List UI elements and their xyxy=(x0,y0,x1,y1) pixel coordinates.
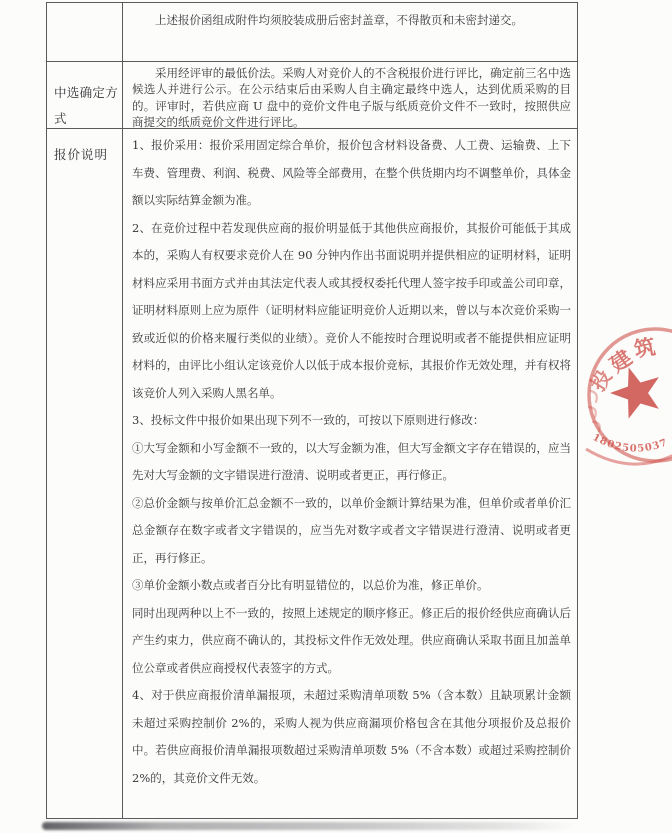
quote-para-3-item-2: ②总价金额与按单价汇总金额不一致的，以单价金额计算结果为准，但单价或者单价汇总金额存在数字或者文字错误的，应当先对数字或者文字错误进行澄清、说明或者更正，再行修正。 xyxy=(132,495,571,565)
row-label-selection-method: 中选确定方式 xyxy=(47,62,123,128)
bidding-terms-table xyxy=(46,2,578,819)
selection-method-cell xyxy=(123,62,577,128)
seal-arc-char-3: 筑 xyxy=(632,333,658,362)
row-label-quotation-notes: 报价说明 xyxy=(47,129,123,818)
company-seal-stamp xyxy=(580,315,672,475)
quotation-notes-cell xyxy=(123,129,577,818)
table-row-binding-requirement xyxy=(47,3,577,62)
binding-requirement-cell xyxy=(123,3,577,61)
quote-para-3: 3、投标文件中报价如果出现下列不一致的，可按以下原则进行修改： xyxy=(132,413,485,427)
quote-para-1: 1、报价采用：报价采用固定综合单价，报价包含材料设备费、人工费、运输费、上下车费、管理费、利润、税费、风险等全部费用，在整个供货期内均不调整单价，具体金额以实际结算金额为准。 xyxy=(132,138,571,207)
quote-para-3-item-1: ①大写金额和小写金额不一致的，以大写金额为准，但大写金额文字存在错误的，应当先对大写金额的文字错误进行澄清、说明或者更正，再行修正。 xyxy=(132,440,571,482)
quote-para-4: 4、对于供应商报价清单漏报项，未超过采购清单项数 5%（含本数）且缺项累计金额未超过采购控制价 2%的，采购人视为供应商漏项价格包含在其他分项报价及总报价中。若供应商报价清单漏报项数超过采购清单项数 5%（不含本数）或超过采购控制价 2%的，其竞价文件无效。 xyxy=(132,688,571,785)
quote-para-2: 2、在竞价过程中若发现供应商的报价明显低于其他供应商报价，其报价可能低于其成本的，采购人有权要求竞价人在 90 分钟内作出书面说明并提供相应的证明材料，证明材料应采用书面方式并由其法定代表人或其授权委托代理人签字按手印或盖公司印章，证明材料原则上应为原件（证明材料应能证明竞价人近期以来，曾以与本次竞价采购一致或近似的价格来履行类似的业绩）。竞价人不能按时合理说明或者不能提供相应证明材料的，由评比小组认定该竞价人以低于成本报价竞标，其报价作无效处理，并有权将该竞价人列入采购人黑名单。 xyxy=(132,220,571,400)
quote-para-3-tail: 同时出现两种以上不一致的，按照上述规定的顺序修正。修正后的报价经供应商确认后产生约束力，供应商不确认的，其投标文件作无效处理。供应商确认采取书面且加盖单位公章或者供应商授权代表签字的方式。 xyxy=(132,605,571,675)
quote-para-3-item-3: ③单价金额小数点或者百分比有明显错位的，以总价为准，修正单价。 xyxy=(132,578,489,592)
seal-arc-char-1: 投 xyxy=(585,365,617,396)
seal-arc-char-2: 建 xyxy=(604,344,637,378)
binding-requirement-text: 上述报价函组成附件均须胶装成册后密封盖章，不得散页和未密封递交。 xyxy=(155,13,523,27)
table-row-quotation-notes xyxy=(47,129,577,818)
table-row-selection-method xyxy=(47,62,577,129)
scan-shadow-artifact xyxy=(42,822,574,830)
selection-method-text: 采用经评审的最低价法。采购人对竞价人的不含税报价进行评比，确定前三名中选候选人并进行公示。在公示结束后由采购人自主确定最终中选人，达到优质采购的目的。评审时，若供应商 U 盘中的竞价文件电子版与纸质竞价文件不一致时，按照供应商提交的纸质竞价文件进行评比。 xyxy=(132,66,571,130)
seal-serial-number: 1802505037 xyxy=(590,432,670,455)
row-label-empty xyxy=(47,3,123,61)
